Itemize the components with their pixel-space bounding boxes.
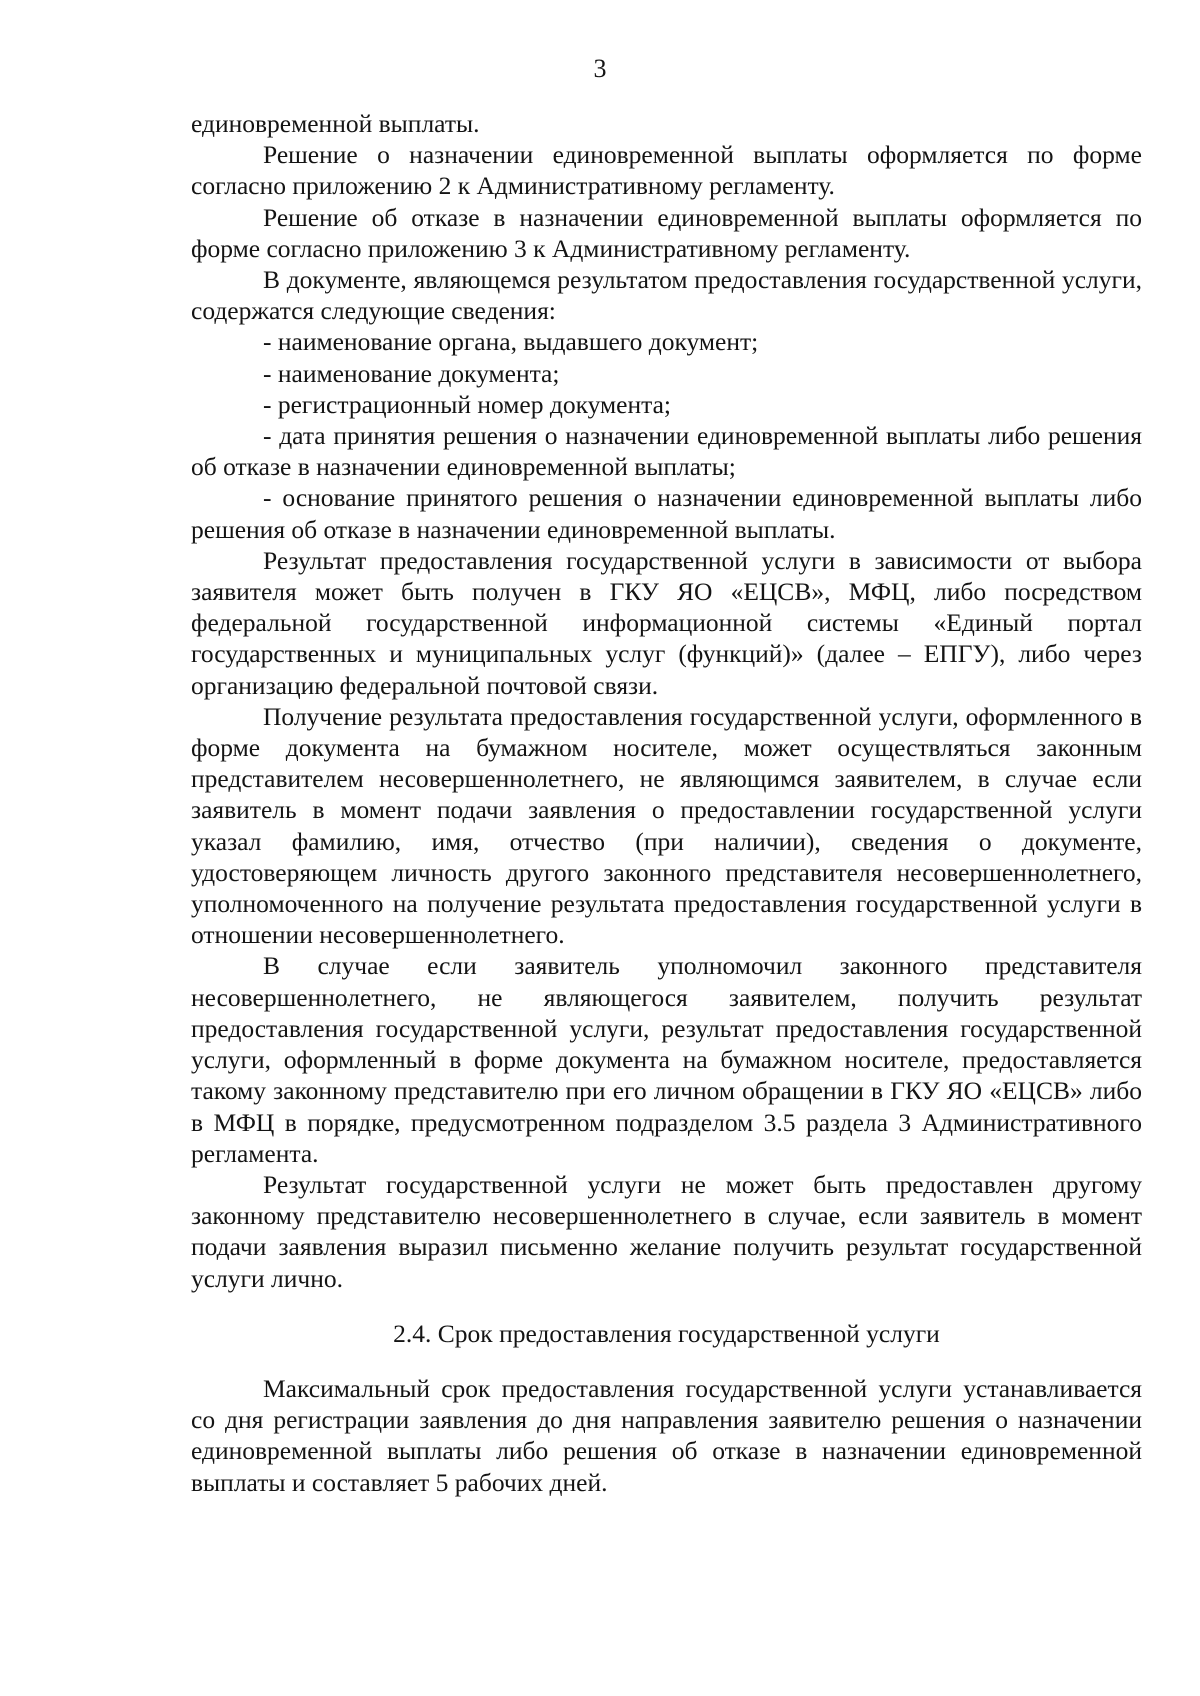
- paragraph: Решение о назначении единовременной выплаты оформляется по форме согласно приложению 2 к Административному регламенту.: [191, 140, 1142, 201]
- list-item: - наименование органа, выдавшего документ;: [263, 327, 759, 357]
- paragraph: единовременной выплаты.: [191, 109, 480, 138]
- list-item: - дата принятия решения о назначении единовременной выплаты либо решения об отказе в назначении единовременной выплаты;: [191, 421, 1142, 482]
- section-heading: 2.4. Срок предоставления государственной услуги: [393, 1318, 940, 1348]
- list-item: - регистрационный номер документа;: [263, 389, 671, 419]
- paragraph: Результат государственной услуги не может быть предоставлен другому законному представителю несовершеннолетнего в случае, если заявитель в момент подачи заявления выразил письменно желание получить результат государственной услуги лично.: [191, 1169, 1142, 1293]
- paragraph: Результат предоставления государственной услуги в зависимости от выбора заявителя может быть получен в ГКУ ЯО «ЕЦСВ», МФЦ, либо посредством федеральной государственной информационной системы «Единый портал государственных и муниципальных услуг (функций)» (далее – ЕПГУ), либо через организацию федеральной почтовой связи.: [191, 545, 1142, 700]
- paragraph: Получение результата предоставления государственной услуги, оформленного в форме документа на бумажном носителе, может осуществляться законным представителем несовершеннолетнего, не являющимся заявителем, в случае если заявитель в момент подачи заявления о предоставлении государственной услуги указал фамилию, имя, отчество (при наличии), сведения о документе, удостоверяющем личность другого законного представителя несовершеннолетнего, уполномоченного на получение результата предоставления государственной услуги в отношении несовершеннолетнего.: [191, 701, 1142, 950]
- paragraph: Решение об отказе в назначении единовременной выплаты оформляется по форме согласно приложению 3 к Административному регламенту.: [191, 202, 1142, 263]
- list-item: - наименование документа;: [263, 358, 560, 388]
- page-number: 3: [593, 54, 607, 83]
- list-item: - основание принятого решения о назначении единовременной выплаты либо решения об отказе в назначении единовременной выплаты.: [191, 483, 1142, 544]
- paragraph: Максимальный срок предоставления государственной услуги устанавливается со дня регистрации заявления до дня направления заявителю решения о назначении единовременной выплаты либо решения об отказе в назначении единовременной выплаты и составляет 5 рабочих дней.: [191, 1373, 1142, 1497]
- paragraph: В случае если заявитель уполномочил законного представителя несовершеннолетнего, не являющегося заявителем, получить результат предоставления государственной услуги, результат предоставления государственной услуги, оформленный в форме документа на бумажном носителе, предоставляется такому законному представителю при его личном обращении в ГКУ ЯО «ЕЦСВ» либо в МФЦ в порядке, предусмотренном подразделом 3.5 раздела 3 Административного регламента.: [191, 951, 1142, 1168]
- document-body: [191, 108, 1142, 1498]
- paragraph: В документе, являющемся результатом предоставления государственной услуги, содержатся следующие сведения:: [191, 265, 1142, 326]
